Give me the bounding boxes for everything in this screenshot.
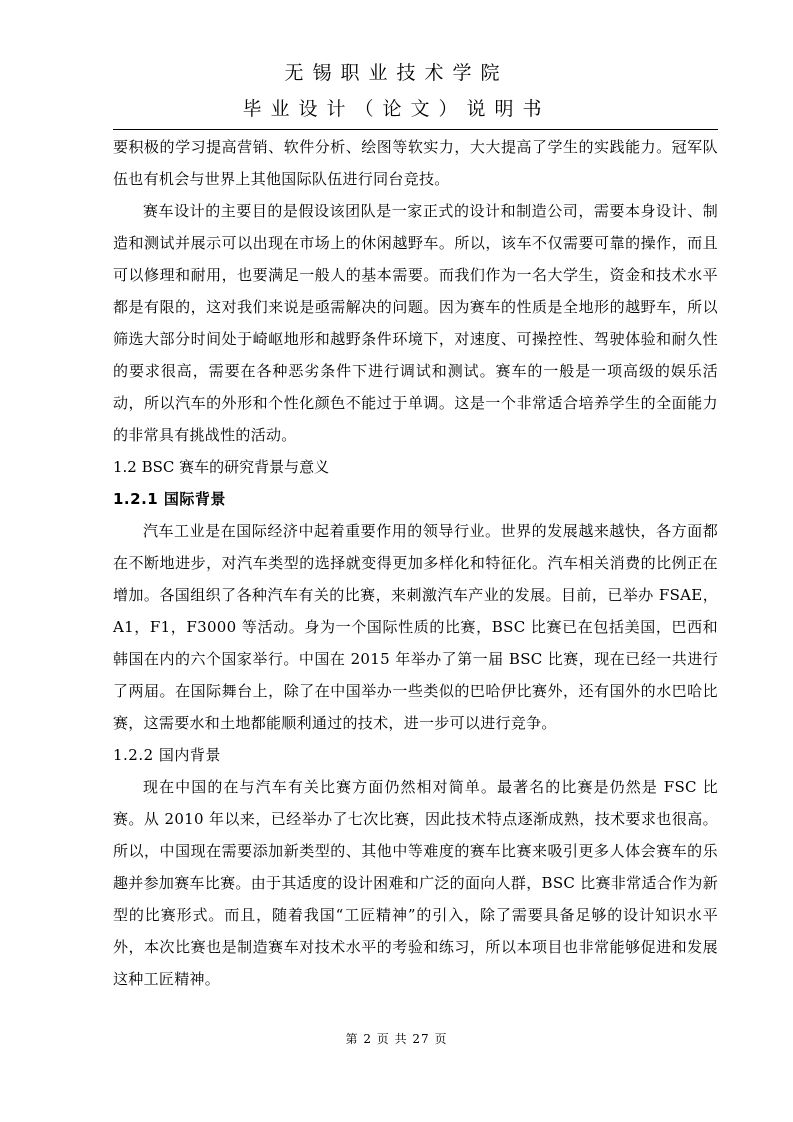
section-heading-1-2-2: 1.2.2 国内背景 <box>113 746 221 764</box>
page-number: 第 2 页 共 27 页 <box>345 1032 448 1046</box>
paragraph-continuation: 要积极的学习提高营销、软件分析、绘图等软实力，大大提高了学生的实践能力。冠军队伍也有机会与世界上其他国际队伍进行同台竞技。 <box>113 138 718 188</box>
paragraph-design-purpose: 赛车设计的主要目的是假设该团队是一家正式的设计和制造公司，需要本身设计、制造和测试并展示可以出现在市场上的休闲越野车。所以，该车不仅需要可靠的操作，而且可以修理和耐用，也要满足一般人的基本需要。而我们作为一名大学生，资金和技术水平都是有限的，这对我们来说是亟需解决的问题。因为赛车的性质是全地形的越野车，所以筛选大部分时间处于崎岖地形和越野条件环境下，对速度、可操控性、驾驶体验和耐久性的要求很高，需要在各种恶劣条件下进行调试和测试。赛车的一般是一项高级的娱乐活动，所以汽车的外形和个性化颜色不能过于单调。这是一个非常适合培养学生的全面能力的非常具有挑战性的活动。 <box>113 202 718 444</box>
header-doc-type: 毕业设计（论文）说明书 <box>242 98 551 120</box>
header-divider <box>113 129 718 130</box>
body-content <box>113 131 718 995</box>
section-heading-1-2: 1.2 BSC 赛车的研究背景与意义 <box>113 458 330 476</box>
paragraph-international-background: 汽车工业是在国际经济中起着重要作用的领导行业。世界的发展越来越快，各方面都在不断地进步，对汽车类型的选择就变得更加多样化和特征化。汽车相关消费的比例正在增加。各国组织了各种汽车有关的比赛，来刺激汽车产业的发展。目前，已举办 FSAE，A1，F1，F3000 等活动。身为一个国际性质的比赛，BSC 比赛已在包括美国，巴西和韩国在内的六个国家举行。中国在 2015 年举办了第一届 BSC 比赛，现在已经一共进行了两届。在国际舞台上，除了在中国举办一些类似的巴哈伊比赛外，还有国外的水巴哈比赛，这需要水和土地都能顺利通过的技术，进一步可以进行竞争。 <box>113 522 718 732</box>
header-institution: 无锡职业技术学院 <box>284 62 509 84</box>
section-heading-1-2-1: 1.2.1 国际背景 <box>113 490 226 508</box>
paragraph-domestic-background: 现在中国的在与汽车有关比赛方面仍然相对简单。最著名的比赛是仍然是 FSC 比赛。从 2010 年以来，已经举办了七次比赛，因此技术特点逐渐成熟，技术要求也很高。所以，中国现在需要添加新类型的、其他中等难度的赛车比赛来吸引更多人体会赛车的乐趣并参加赛车比赛。由于其适度的设计困难和广泛的面向人群，BSC 比赛非常适合作为新型的比赛形式。而且，随着我国“工匠精神”的引入，除了需要具备足够的设计知识水平外，本次比赛也是制造赛车对技术水平的考验和练习，所以本项目也非常能够促进和发展这种工匠精神。 <box>113 778 718 988</box>
